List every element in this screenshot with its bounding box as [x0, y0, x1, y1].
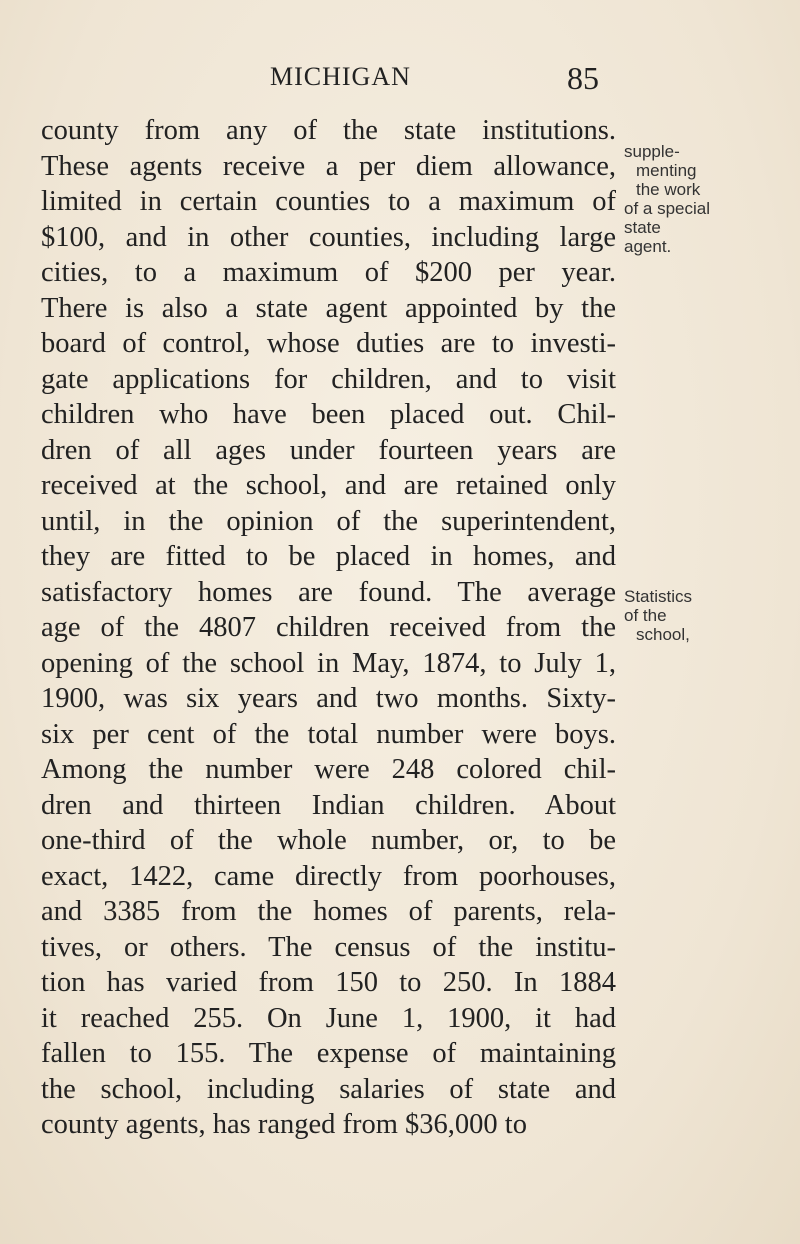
body-text	[41, 113, 616, 1143]
text-line: $100, and in other counties, including large	[41, 221, 616, 253]
text-line: one-third of the whole number, or, to be	[41, 825, 616, 856]
text-line: age of the 4807 children received from the	[41, 612, 616, 643]
running-head	[0, 60, 800, 100]
text-line: 1900, was six years and two months. Sixty-	[41, 683, 616, 714]
text-line: fallen to 155. The expense of maintaining	[41, 1038, 616, 1069]
text-line: board of control, whose duties are to investi-	[41, 328, 616, 359]
text-line: tion has varied from 150 to 250. In 1884	[41, 967, 616, 998]
text-line: gate applications for children, and to visit	[41, 363, 616, 395]
margin-note-line: school,	[636, 625, 690, 644]
text-line: exact, 1422, came directly from poorhouses,	[41, 860, 616, 892]
text-line: These agents receive a per diem allowance,	[41, 150, 616, 182]
text-line: opening of the school in May, 1874, to July 1,	[41, 647, 616, 679]
page-number: 85	[567, 60, 599, 96]
text-line: There is also a state agent appointed by the	[41, 292, 616, 324]
margin-note-line: state	[624, 218, 661, 237]
text-line: dren and thirteen Indian children. About	[41, 789, 616, 821]
margin-note-line: the work	[636, 180, 701, 199]
text-line: dren of all ages under fourteen years are	[41, 434, 616, 466]
margin-note-state-agent	[624, 142, 710, 256]
margin-note-line: of the	[624, 606, 667, 625]
margin-note-line: agent.	[624, 237, 672, 256]
margin-note-line: menting	[636, 161, 697, 180]
text-line: children who have been placed out. Chil-	[41, 399, 616, 430]
text-line: limited in certain counties to a maximum of	[41, 186, 616, 217]
text-line: county agents, has ranged from $36,000 to	[41, 1109, 527, 1140]
text-line: tives, or others. The census of the institu-	[41, 931, 616, 963]
margin-note-statistics	[624, 587, 692, 644]
text-line: they are fitted to be placed in homes, and	[41, 541, 616, 572]
text-line: and 3385 from the homes of parents, rela-	[41, 896, 616, 927]
text-line: six per cent of the total number were boys.	[41, 718, 616, 750]
text-line: Among the number were 248 colored chil-	[41, 754, 616, 785]
text-line: county from any of the state institutions.	[41, 115, 616, 146]
margin-note-line: Statistics	[624, 587, 693, 606]
running-head-title: MICHIGAN	[270, 62, 411, 91]
text-line: cities, to a maximum of $200 per year.	[41, 257, 616, 288]
text-line: the school, including salaries of state and	[41, 1073, 616, 1105]
text-line: it reached 255. On June 1, 1900, it had	[41, 1002, 616, 1034]
text-line: received at the school, and are retained only	[41, 470, 616, 501]
margin-note-line: of a special	[624, 199, 710, 218]
text-line: satisfactory homes are found. The average	[41, 576, 616, 608]
text-line: until, in the opinion of the superintendent,	[41, 505, 616, 537]
margin-note-line: supple-	[624, 142, 680, 161]
